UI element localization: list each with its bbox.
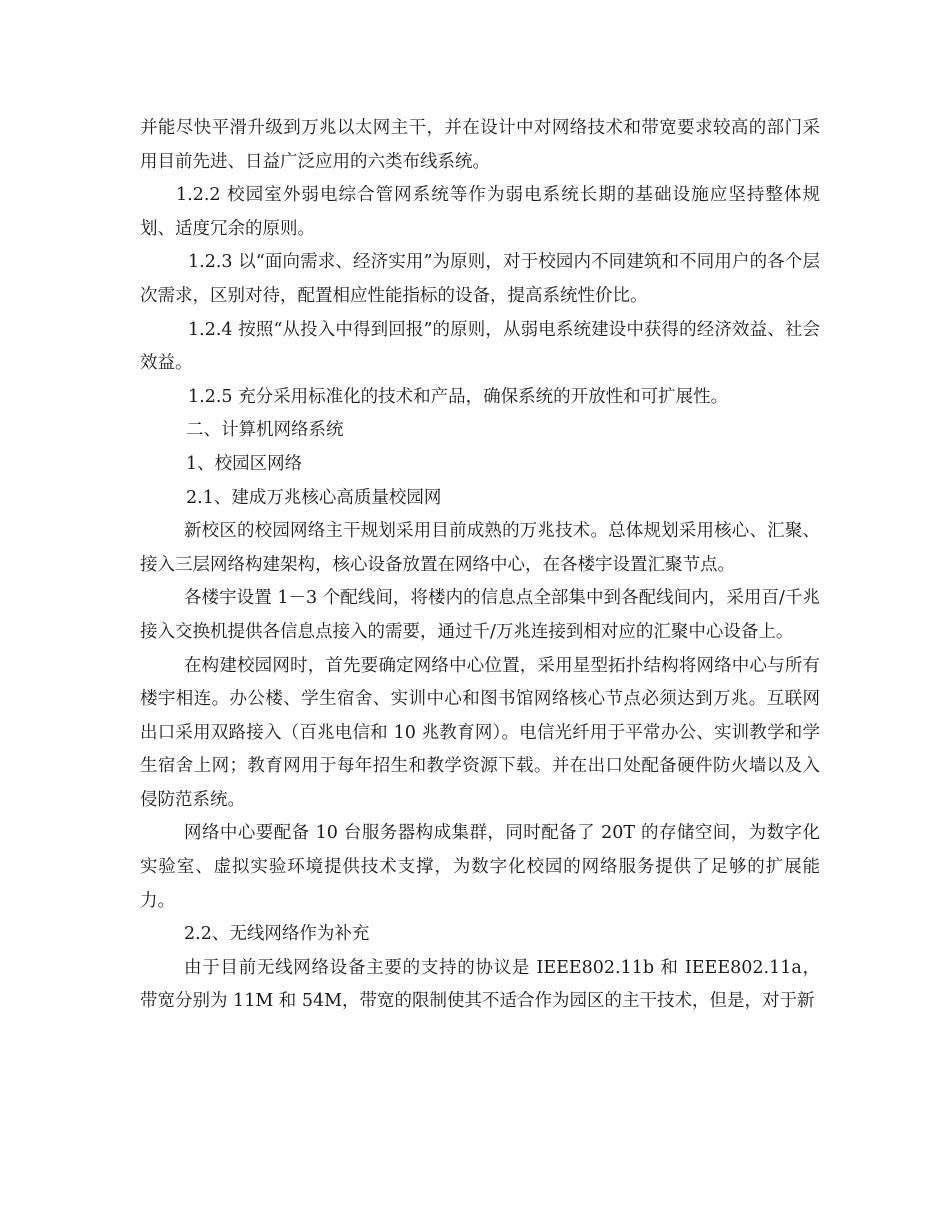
paragraph-wireless: 由于目前无线网络设备主要的支持的协议是 IEEE802.11b 和 IEEE802.11a，带宽分别为 11M 和 54M，带宽的限制使其不适合作为园区的主干技术，但是，对于新 (140, 957, 820, 1012)
paragraph-1-2-3: 1.2.3 以“面向需求、经济实用”为原则，对于校园内不同建筑和不同用户的各个层次需求，区别对待，配置相应性能指标的设备，提高系统性价比。 (140, 252, 820, 306)
subsection-heading-2-1: 2.1、建成万兆核心高质量校园网 (186, 487, 442, 508)
section-heading-network: 二、计算机网络系统 (186, 420, 344, 441)
paragraph-1-2-4: 1.2.4 按照“从投入中得到回报”的原则，从弱电系统建设中获得的经济效益、社会效益。 (140, 319, 820, 374)
subsection-heading-2-2: 2.2、无线网络作为补充 (184, 924, 370, 945)
paragraph-server-cluster: 网络中心要配备 10 台服务器构成集群，同时配备了 20T 的存储空间，为数字化实验室、虚拟实验环境提供技术支撑，为数字化校园的网络服务提供了足够的扩展能力。 (140, 823, 820, 911)
paragraph-network-center: 在构建校园网时，首先要确定网络中心位置，采用星型拓扑结构将网络中心与所有楼宇相连。办公楼、学生宿舍、实训中心和图书馆网络核心节点必须达到万兆。互联网出口采用双路接入（百兆电信和 10 兆教育网）。电信光纤用于平常办公、实训教学和学生宿舍上网；教育网用于每年招生和教学资源下载。并在出口处配备硬件防火墙以及入侵防范系统。 (140, 655, 820, 810)
paragraph-backbone: 新校区的校园网络主干规划采用目前成熟的万兆技术。总体规划采用核心、汇聚、接入三层网络构建架构，核心设备放置在网络中心，在各楼宇设置汇聚节点。 (140, 521, 820, 575)
paragraph-1-2-5: 1.2.5 充分采用标准化的技术和产品，确保系统的开放性和可扩展性。 (188, 386, 729, 407)
document-page (140, 112, 820, 1019)
paragraph-1-2-2: 1.2.2 校园室外弱电综合管网系统等作为弱电系统长期的基础设施应坚持整体规划、适度冗余的原则。 (140, 185, 820, 239)
paragraph-continuation: 并能尽快平滑升级到万兆以太网主干，并在设计中对网络技术和带宽要求较高的部门采用目前先进、日益广泛应用的六类布线系统。 (140, 118, 820, 172)
paragraph-wiring-closets: 各楼宇设置 1－3 个配线间，将楼内的信息点全部集中到各配线间内，采用百/千兆接入交换机提供各信息点接入的需要，通过千/万兆连接到相对应的汇聚中心设备上。 (140, 588, 820, 642)
subsection-heading-campus: 1、校园区网络 (186, 453, 303, 474)
